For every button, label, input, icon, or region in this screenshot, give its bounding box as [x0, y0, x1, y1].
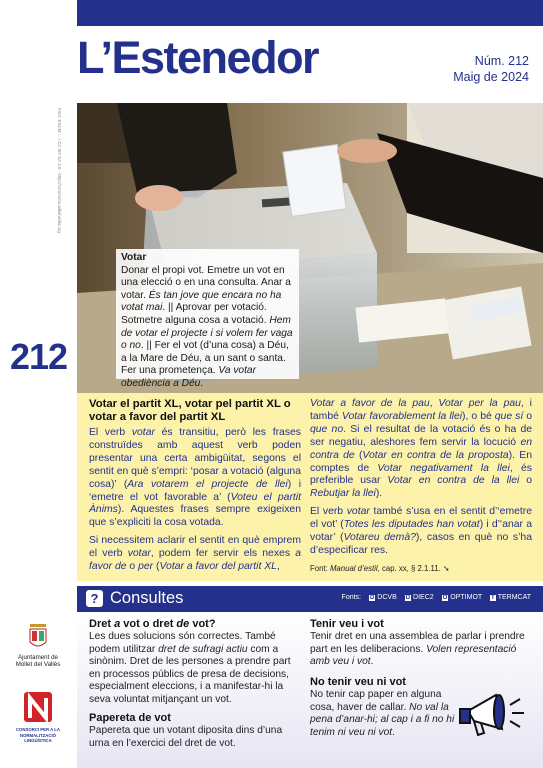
photo-credit-text: Foto: ESCM ... / CC BY-SA 3.0 · http://commons.wikimedia.org	[57, 108, 62, 233]
text: .	[392, 726, 395, 738]
text: Votar en contra de la proposta	[362, 449, 509, 461]
consulta-text	[89, 631, 299, 706]
article-paragraph	[310, 506, 532, 558]
text: , podem fer servir els nexes	[150, 548, 296, 560]
text: és transitiu, però les frases construïdes amb aquest verb poden presentar una certa ambigüitat, segons el sentit en què s’empri: ‘posar a votació (alguna cosa)’ (	[89, 427, 301, 490]
consulta-title: No tenir veu ni vot	[310, 676, 406, 688]
sources-label: Fonts:	[341, 594, 361, 601]
def-part: .	[200, 377, 204, 389]
source-item	[442, 594, 482, 601]
source-name: DIEC2	[413, 594, 434, 601]
consulta-title: Papereta de vot	[89, 712, 171, 724]
text: LINGÜÍSTICA	[24, 738, 52, 743]
text: Les dues solucions són correctes. També podem utilitzar	[89, 631, 276, 655]
text: Manual d’estil	[329, 563, 378, 573]
consulta-title	[89, 618, 299, 631]
text: ,	[429, 398, 439, 409]
article-title: Votar el partit XL, votar pel partit XL o votar a favor del partit XL	[89, 398, 291, 423]
question-icon: ?	[86, 590, 103, 607]
text: , i també	[310, 398, 532, 422]
text: dret de sufragi actiu	[158, 643, 248, 655]
text: a favor de	[89, 548, 301, 573]
text: en contra de	[310, 436, 532, 461]
source-name: OPTIMOT	[450, 594, 483, 601]
text: .	[370, 656, 374, 667]
issue-info	[453, 53, 529, 85]
text: El verb	[89, 427, 132, 438]
top-color-bar	[77, 0, 543, 26]
consulta-item	[89, 712, 299, 750]
consulta-text	[310, 631, 532, 669]
text: de	[176, 618, 190, 630]
text: ), casos en què no s’ha d’especificar res.	[310, 532, 532, 556]
article-paragraph	[310, 398, 532, 501]
text: ,	[276, 561, 280, 573]
megaphone-icon	[446, 683, 530, 743]
text: també s’usa en el sentit d’‘emetre el vot’ (	[310, 506, 533, 531]
text: Votareu demà?	[343, 532, 416, 544]
text: o	[126, 561, 139, 573]
text: Votar negativament la llei	[377, 462, 510, 474]
def-part: . || Aprovar per votació. Sotmetre alguna cosa a votació.	[121, 302, 270, 326]
source-badge-icon: T	[491, 595, 495, 601]
source-name: TERMCAT	[497, 594, 531, 601]
text: , és preferible usar	[310, 462, 532, 487]
article-column-left	[89, 398, 301, 579]
def-example: És tan jove que encara no ha votat mai	[121, 289, 282, 314]
text: ) i d’‘anar a votar’ (	[310, 519, 532, 544]
cursor-arrow-icon: ➘	[440, 563, 450, 573]
text: vot o dret	[120, 618, 177, 630]
text: Votar per la pau	[438, 398, 521, 409]
text: o	[523, 410, 533, 422]
text: Ara votarem el projecte de llei	[127, 478, 288, 490]
consultes-title: Consultes	[110, 589, 184, 607]
text: Rebutjar la llei	[310, 488, 376, 500]
def-example: Va votar obediència a Déu	[121, 365, 256, 389]
consulta-title: Tenir veu i vot	[310, 618, 384, 630]
issue-big-number: 212	[10, 336, 68, 377]
issue-number: Núm. 212	[474, 54, 529, 68]
text: Totes les diputades han votat	[343, 519, 480, 531]
text: . Si el resultat de la votació és o ha de ser negatiu, aleshores fem servir la locució	[310, 423, 533, 448]
consulta-item	[310, 618, 532, 669]
text: o	[519, 475, 533, 487]
photo-credit	[54, 108, 64, 238]
article-paragraph	[89, 535, 301, 574]
text: NORMALITZACIÓ	[19, 732, 57, 738]
consulta-item	[89, 618, 299, 706]
text: ).	[375, 488, 383, 500]
text: , cap. xx, § 2.1.11.	[377, 563, 441, 573]
source-item	[369, 594, 397, 601]
text: (	[153, 561, 160, 573]
consulta-text: Papereta que un votant diposita dins d’una urna en l’exercici del dret de vot.	[89, 725, 283, 749]
text: Votar a favor del partit XL	[159, 561, 277, 573]
source-name: DCVB	[377, 594, 397, 601]
text: votar	[131, 427, 155, 438]
issue-date: Maig de 2024	[453, 70, 529, 84]
cnl-name	[10, 727, 66, 744]
text: Votar en contra de la llei	[387, 475, 520, 487]
text: vot?	[189, 618, 216, 630]
definition-term: Votar	[121, 252, 147, 263]
consulta-text	[310, 689, 462, 739]
consultes-header	[77, 586, 543, 612]
cnl-mark-icon	[10, 690, 66, 726]
text: No tenir cap paper en alguna cosa, haver de callar.	[310, 689, 442, 713]
definition-box	[116, 249, 299, 389]
text: Votar favorablement la llei	[341, 410, 463, 422]
town-council-logo	[10, 620, 66, 670]
source-badge-icon: D	[405, 595, 411, 601]
text: (	[354, 449, 363, 461]
text: Tenir dret en una assemblea de parlar i prendre part en les deliberacions.	[310, 631, 525, 655]
masthead-title: L’Estenedor	[77, 32, 319, 83]
text: ). Aquestes frases sempre exigeixen que s’expliciti la cosa votada.	[89, 504, 301, 529]
definition-text	[121, 265, 294, 391]
text: votar	[346, 506, 370, 518]
def-part: . || Fer el vot (d’una cosa) a Déu, a la Mare de Déu, a un sant o santa. Fer una prometença.	[121, 340, 289, 377]
text: votar	[127, 548, 151, 560]
source-item	[405, 594, 434, 601]
consultes-sources	[336, 594, 531, 601]
text: que sí	[494, 410, 524, 422]
article-column-right	[310, 398, 532, 581]
text: per	[138, 561, 154, 573]
source-item	[490, 594, 531, 601]
cnl-logo	[10, 690, 66, 760]
text: Voteu el partit Ànims	[89, 491, 302, 516]
text: Volen representació amb veu i vot	[310, 643, 517, 667]
text: CONSORCI PER A LA	[15, 727, 61, 732]
source-badge-icon: O	[442, 595, 448, 601]
text: com a sinònim. Dret de les persones a prendre part en processos públics de presa de decisions, especialment eleccions, i a manifestar-hi la seva voluntat mitjançant un vot.	[89, 643, 291, 705]
text: ) i ‘emetre el vot favorable a’ (	[89, 478, 302, 503]
def-part: Donar el propi vot. Emetre un vot en una elecció o en una consulta. Anar a votar.	[121, 264, 291, 301]
text: que no	[310, 423, 344, 435]
article-paragraph	[89, 427, 301, 530]
text: No val la pena d’anar-hi; al cap i a fi no hi tenim ni veu ni vot	[310, 701, 455, 738]
town-council-name: Ajuntament de Mollet del Vallès	[15, 654, 61, 668]
text: ), o bé	[462, 410, 495, 422]
source-badge-icon: D	[369, 595, 375, 601]
text: Si necessitem aclarir el sentit en què emprem el verb	[89, 535, 301, 560]
consulta-item	[310, 676, 462, 739]
text: Votar a favor de la pau	[310, 398, 430, 409]
text: Dret	[89, 618, 115, 630]
text: Font:	[310, 563, 330, 573]
article-source	[310, 563, 532, 576]
def-example: Hem de votar el projecte i si volem fer vaga o no	[121, 314, 293, 352]
text: a	[114, 618, 121, 630]
text: El verb	[310, 506, 347, 518]
coat-of-arms-icon	[10, 620, 66, 654]
text: ). En comptes de	[310, 449, 532, 474]
